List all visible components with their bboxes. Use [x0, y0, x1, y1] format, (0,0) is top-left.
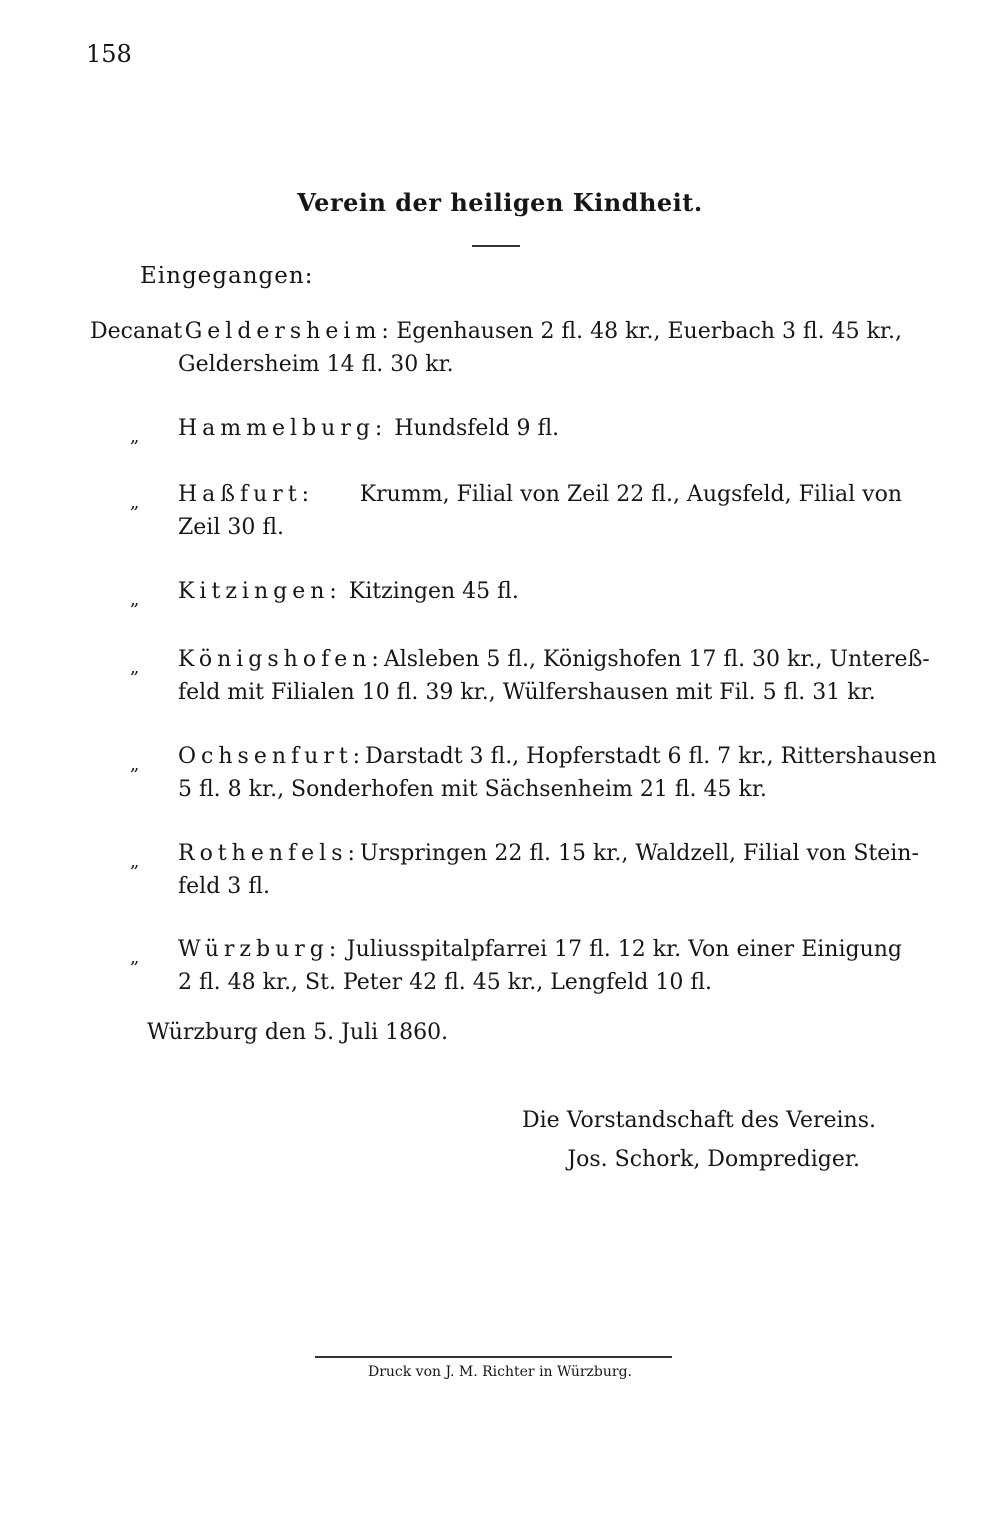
ditto-mark: „	[130, 851, 140, 872]
ditto-mark: „	[130, 657, 140, 678]
received-heading: Eingegangen:	[140, 263, 314, 289]
entry-label: Königshofen:	[178, 647, 384, 672]
entry-wuerzburg	[90, 933, 902, 999]
entry-continuation: 5 fl. 8 kr., Sonderhofen mit Sächsenheim 21 fl. 45 kr.	[178, 777, 767, 802]
entry-text: Alsleben 5 fl., Königshofen 17 fl. 30 kr., Untereß-	[383, 647, 930, 672]
entry-line	[90, 315, 902, 348]
entry-line	[90, 643, 930, 676]
footer-divider	[315, 1356, 672, 1358]
entry-line	[90, 575, 902, 608]
entry-geldersheim	[90, 315, 902, 381]
entry-line	[90, 478, 902, 511]
entry-label: Ochsenfurt:	[178, 744, 366, 769]
ditto-mark: „	[130, 754, 140, 775]
entry-continuation: 2 fl. 48 kr., St. Peter 42 fl. 45 kr., Lengfeld 10 fl.	[178, 970, 713, 995]
ditto-mark: „	[130, 492, 140, 513]
entry-label: Rothenfels:	[178, 841, 360, 866]
ditto-mark: „	[130, 589, 140, 610]
entry-continuation: Geldersheim 14 fl. 30 kr.	[178, 352, 454, 377]
entry-label: Hammelburg:	[178, 416, 388, 441]
entry-line	[90, 740, 937, 773]
entry-text: Darstadt 3 fl., Hopferstadt 6 fl. 7 kr., Rittershausen	[365, 744, 937, 769]
entry-line	[90, 837, 919, 870]
entry-line	[90, 933, 902, 966]
entry-label: Haßfurt:	[178, 482, 315, 507]
entry-text: Egenhausen 2 fl. 48 kr., Euerbach 3 fl. 45 kr.,	[396, 319, 902, 344]
entry-label: Geldersheim:	[184, 319, 394, 344]
entry-text: Juliusspitalpfarrei 17 fl. 12 kr. Von einer Einigung	[346, 937, 902, 962]
ditto-mark: „	[130, 947, 140, 968]
printer-imprint: Druck von J. M. Richter in Würzburg.	[367, 1364, 633, 1380]
entry-rothenfels	[90, 837, 919, 903]
signature-organization: Die Vorstandschaft des Vereins.	[522, 1108, 876, 1133]
entry-label: Kitzingen:	[178, 579, 342, 604]
dateline: Würzburg den 5. Juli 1860.	[147, 1020, 449, 1045]
entry-hassfurt	[90, 478, 902, 544]
entry-label: Würzburg:	[178, 937, 342, 962]
entry-text: Krumm, Filial von Zeil 22 fl., Augsfeld, Filial von	[359, 482, 902, 507]
signature-name: Jos. Schork, Domprediger.	[567, 1147, 860, 1172]
entry-continuation: feld mit Filialen 10 fl. 39 kr., Wülfershausen mit Fil. 5 fl. 31 kr.	[178, 680, 876, 705]
entry-text: Urspringen 22 fl. 15 kr., Waldzell, Filial von Stein-	[359, 841, 919, 866]
entry-hammelburg	[90, 412, 902, 445]
ditto-mark: „	[130, 426, 140, 447]
page-number: 158	[86, 40, 132, 68]
entry-koenigshofen	[90, 643, 930, 709]
entry-line	[90, 412, 902, 445]
entry-prefix: Decanat	[90, 319, 183, 344]
entry-text: Kitzingen 45 fl.	[348, 579, 519, 604]
entry-continuation: feld 3 fl.	[178, 874, 270, 899]
page-title: Verein der heiligen Kindheit.	[297, 188, 703, 217]
entry-text: Hundsfeld 9 fl.	[394, 416, 560, 441]
entry-ochsenfurt	[90, 740, 937, 806]
entry-continuation: Zeil 30 fl.	[178, 515, 285, 540]
title-divider	[472, 245, 520, 247]
entry-kitzingen	[90, 575, 902, 608]
